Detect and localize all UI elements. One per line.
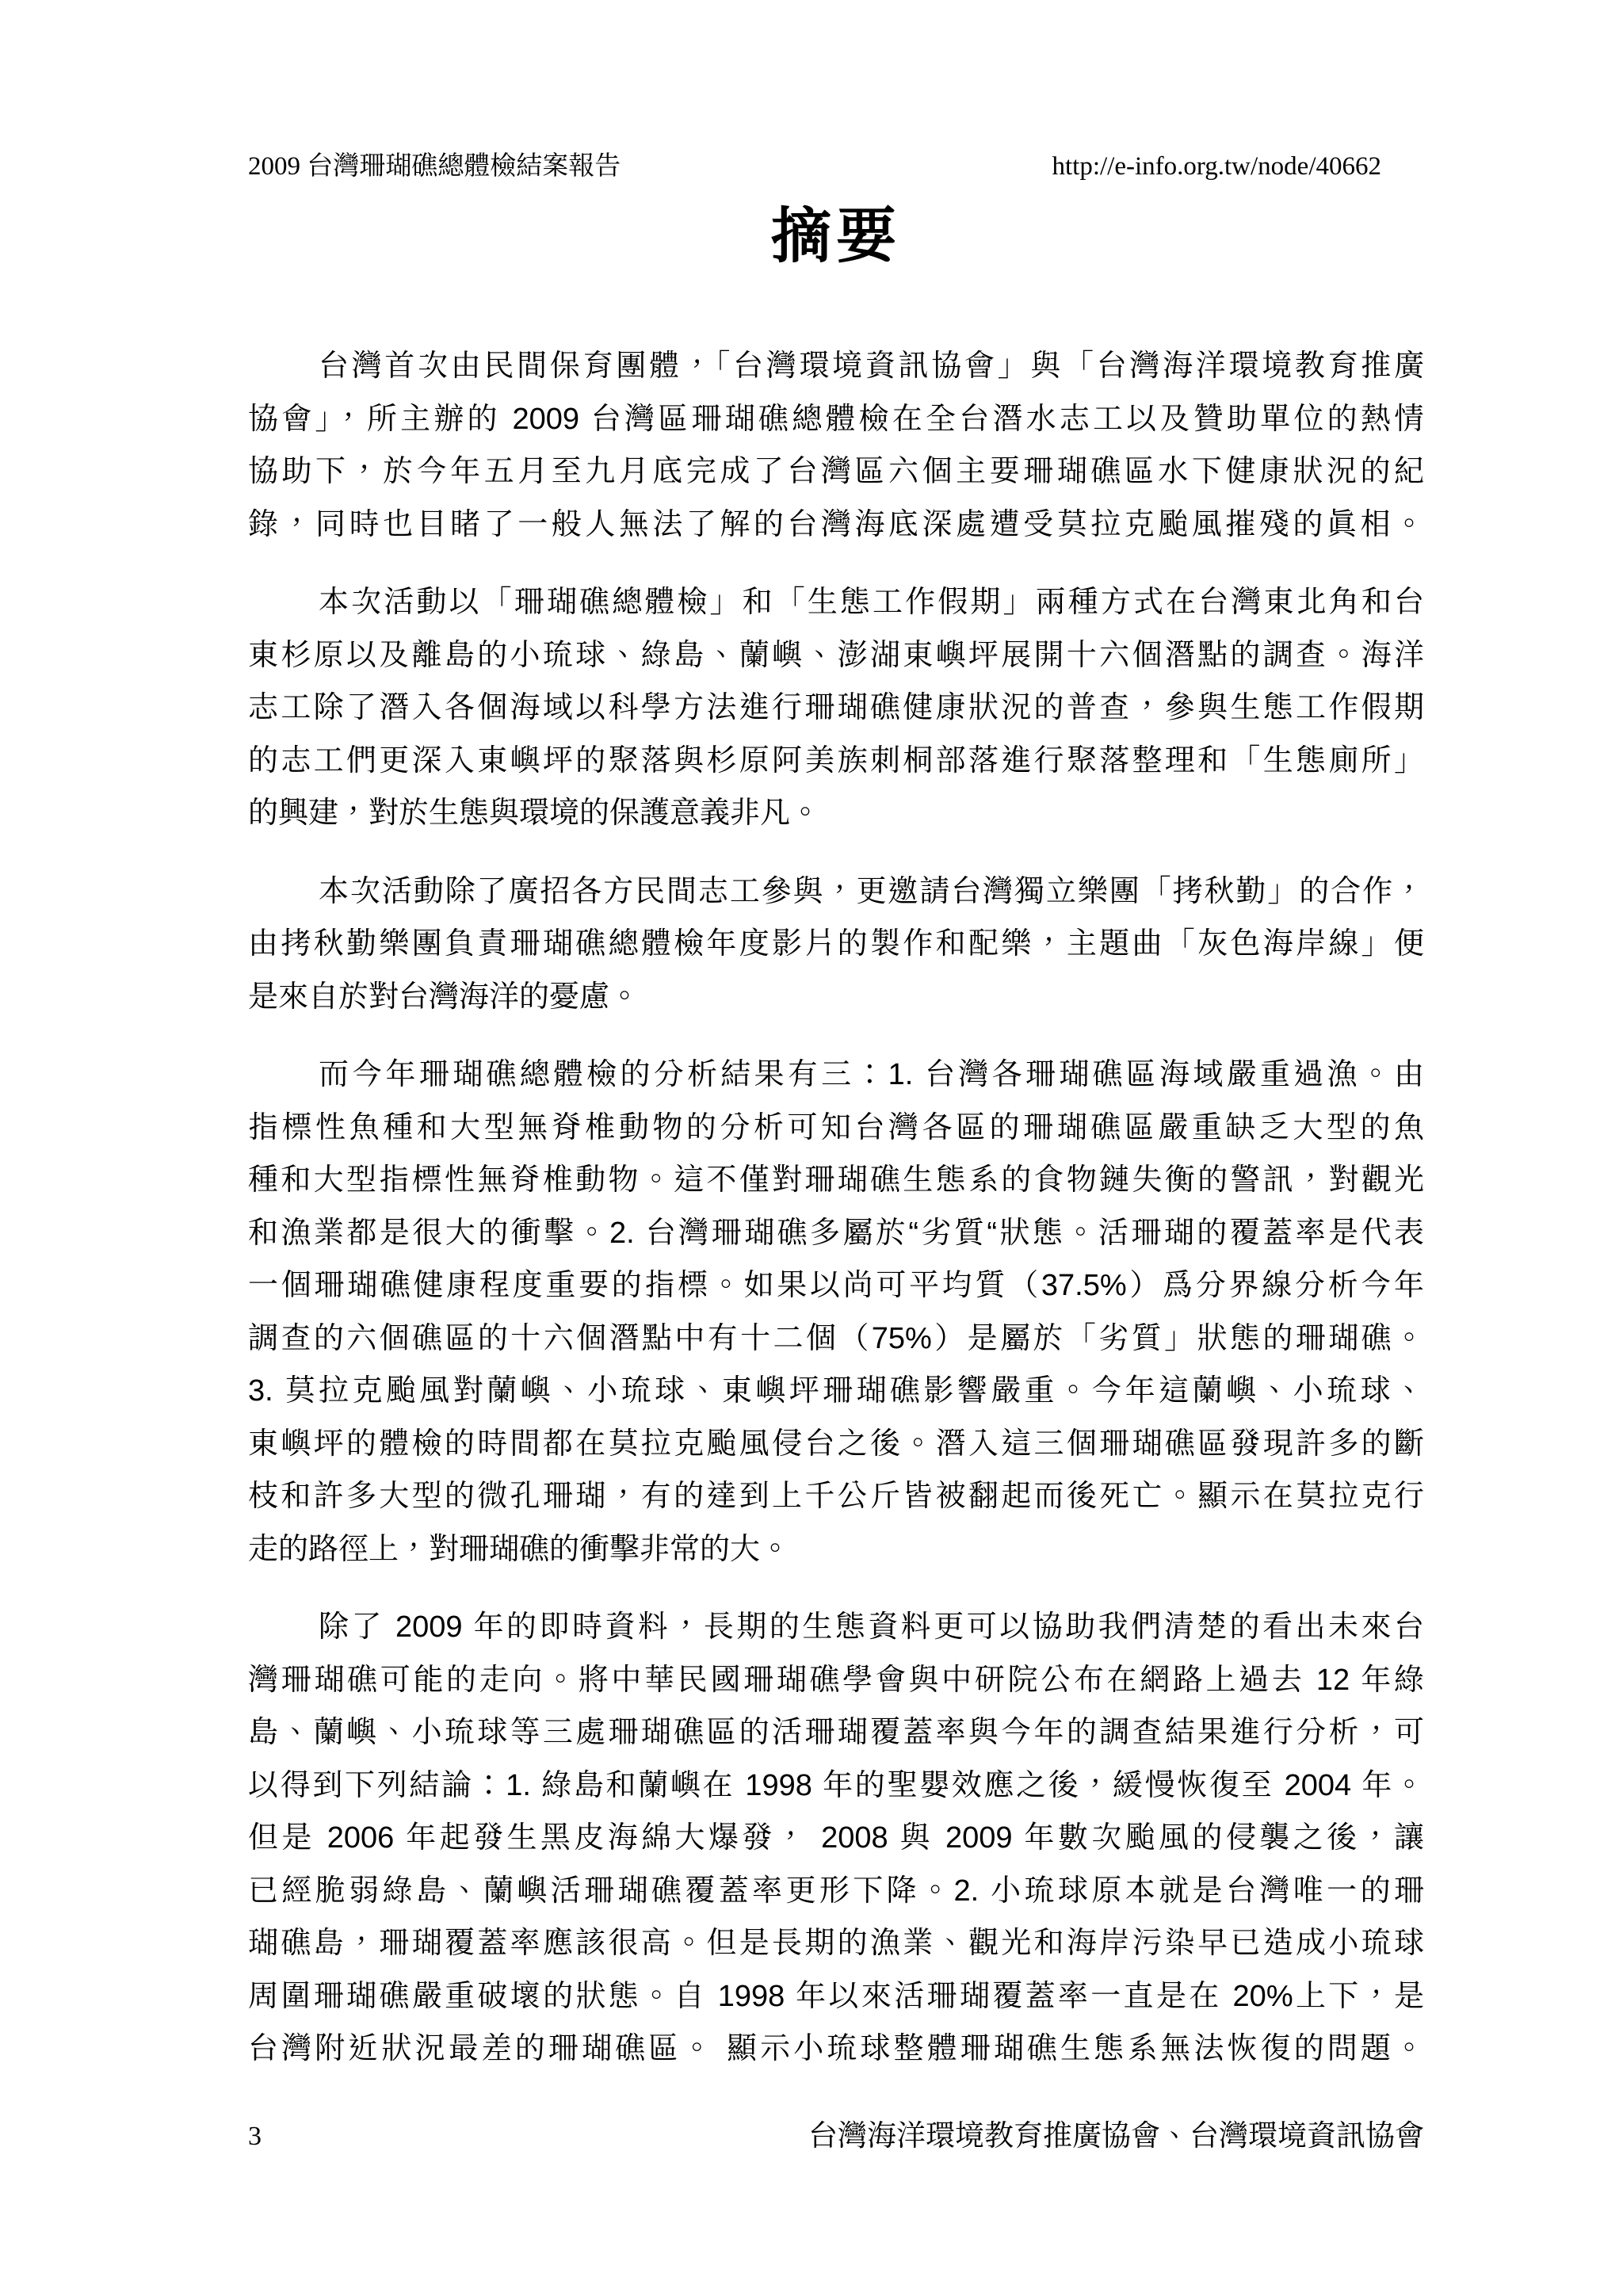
page-number: 3 [248, 2122, 262, 2151]
paragraph-line: 和漁業都是很大的衝擊。2. 台灣珊瑚礁多屬於“劣質“狀態。活珊瑚的覆蓋率是代表 [248, 1216, 1424, 1250]
paragraph-line: 但是 2006 年起發生黑皮海綿大爆發， 2008 與 2009 年數次颱風的侵襲之後，讓 [248, 1821, 1424, 1855]
paragraph-line: 以得到下列結論：1. 綠島和蘭嶼在 1998 年的聖嬰效應之後，緩慢恢復至 2004 年。 [248, 1768, 1424, 1802]
paragraph-line: 灣珊瑚礁可能的走向。將中華民國珊瑚礁學會與中研院公布在網路上過去 12 年綠 [248, 1663, 1424, 1697]
paragraph-line: 島、蘭嶼、小琉球等三處珊瑚礁區的活珊瑚覆蓋率與今年的調查結果進行分析，可 [248, 1716, 1424, 1749]
paragraph-line: 志工除了潛入各個海域以科學方法進行珊瑚礁健康狀況的普查，參與生態工作假期 [248, 691, 1424, 724]
paragraph-line: 而今年珊瑚礁總體檢的分析結果有三：1. 台灣各珊瑚礁區海域嚴重過漁。由 [319, 1058, 1424, 1091]
page-title: 摘要 [771, 201, 901, 271]
paragraph-line: 的興建，對於生態與環境的保護意義非凡。 [248, 797, 821, 830]
paragraph-line: 本次活動以「珊瑚礁總體檢」和「生態工作假期」兩種方式在台灣東北角和台 [319, 586, 1424, 619]
paragraph-line: 由拷秋勤樂團負責珊瑚礁總體檢年度影片的製作和配樂，主題曲「灰色海岸線」便 [248, 927, 1424, 961]
paragraph-line: 調查的六個礁區的十六個潛點中有十二個（75%）是屬於「劣質」狀態的珊瑚礁。 [248, 1321, 1424, 1355]
paragraph-line: 指標性魚種和大型無脊椎動物的分析可知台灣各區的珊瑚礁區嚴重缺乏大型的魚 [248, 1110, 1424, 1144]
paragraph-line: 台灣附近狀況最差的珊瑚礁區。 顯示小琉球整體珊瑚礁生態系無法恢復的問題。 [248, 2032, 1424, 2065]
paragraph-5 [248, 1601, 1424, 2076]
paragraph-4 [248, 1049, 1424, 1576]
paragraph-line: 一個珊瑚礁健康程度重要的指標。如果以尚可平均質（37.5%）爲分界線分析今年 [248, 1269, 1424, 1302]
paragraph-line: 台灣首次由民間保育團體，「台灣環境資訊協會」與「台灣海洋環境教育推廣 [319, 350, 1424, 383]
paragraph-line: 走的路徑上，對珊瑚礁的衝擊非常的大。 [248, 1532, 791, 1566]
running-header-title: 2009 台灣珊瑚礁總體檢結案報告 [248, 152, 621, 181]
paragraph-1 [248, 340, 1424, 551]
paragraph-line: 枝和許多大型的微孔珊瑚，有的達到上千公斤皆被翻起而後死亡。顯示在莫拉克行 [248, 1480, 1424, 1513]
paragraph-line: 錄，同時也目睹了一般人無法了解的台灣海底深處遭受莫拉克颱風摧殘的眞相。 [248, 507, 1424, 541]
paragraph-line: 的志工們更深入東嶼坪的聚落與杉原阿美族刺桐部落進行聚落整理和「生態廁所」 [248, 743, 1424, 777]
paragraph-line: 3. 莫拉克颱風對蘭嶼、小琉球、東嶼坪珊瑚礁影響嚴重。今年這蘭嶼、小琉球、 [248, 1374, 1424, 1408]
paragraph-line: 協助下，於今年五月至九月底完成了台灣區六個主要珊瑚礁區水下健康狀況的紀 [248, 455, 1424, 488]
paragraph-line: 協會」，所主辦的 2009 台灣區珊瑚礁總體檢在全台潛水志工以及贊助單位的熱情 [248, 402, 1424, 436]
body-text [248, 340, 1424, 2101]
paragraph-3 [248, 865, 1424, 1024]
paragraph-line: 是來自於對台灣海洋的憂慮。 [248, 980, 640, 1014]
paragraph-line: 瑚礁島，珊瑚覆蓋率應該很高。但是長期的漁業、觀光和海岸污染早已造成小琉球 [248, 1927, 1424, 1960]
paragraph-2 [248, 576, 1424, 840]
paragraph-line: 本次活動除了廣招各方民間志工參與，更邀請台灣獨立樂團「拷秋勤」的合作， [319, 874, 1424, 908]
paragraph-line: 周圍珊瑚礁嚴重破壞的狀態。自 1998 年以來活珊瑚覆蓋率一直是在 20%上下，是 [248, 1979, 1424, 2013]
running-header-url: http://e-info.org.tw/node/40662 [1052, 152, 1381, 181]
footer-organizations: 台灣海洋環境教育推廣協會、台灣環境資訊協會 [808, 2120, 1424, 2153]
paragraph-line: 除了 2009 年的即時資料，長期的生態資料更可以協助我們清楚的看出未來台 [319, 1610, 1424, 1644]
paragraph-line: 東嶼坪的體檢的時間都在莫拉克颱風侵台之後。潛入這三個珊瑚礁區發現許多的斷 [248, 1427, 1424, 1461]
paragraph-line: 已經脆弱綠島、蘭嶼活珊瑚礁覆蓋率更形下降。2. 小琉球原本就是台灣唯一的珊 [248, 1874, 1424, 1908]
paragraph-line: 種和大型指標性無脊椎動物。這不僅對珊瑚礁生態系的食物鏈失衡的警訊，對觀光 [248, 1163, 1424, 1197]
paragraph-line: 東杉原以及離島的小琉球、綠島、蘭嶼、澎湖東嶼坪展開十六個潛點的調查。海洋 [248, 638, 1424, 672]
